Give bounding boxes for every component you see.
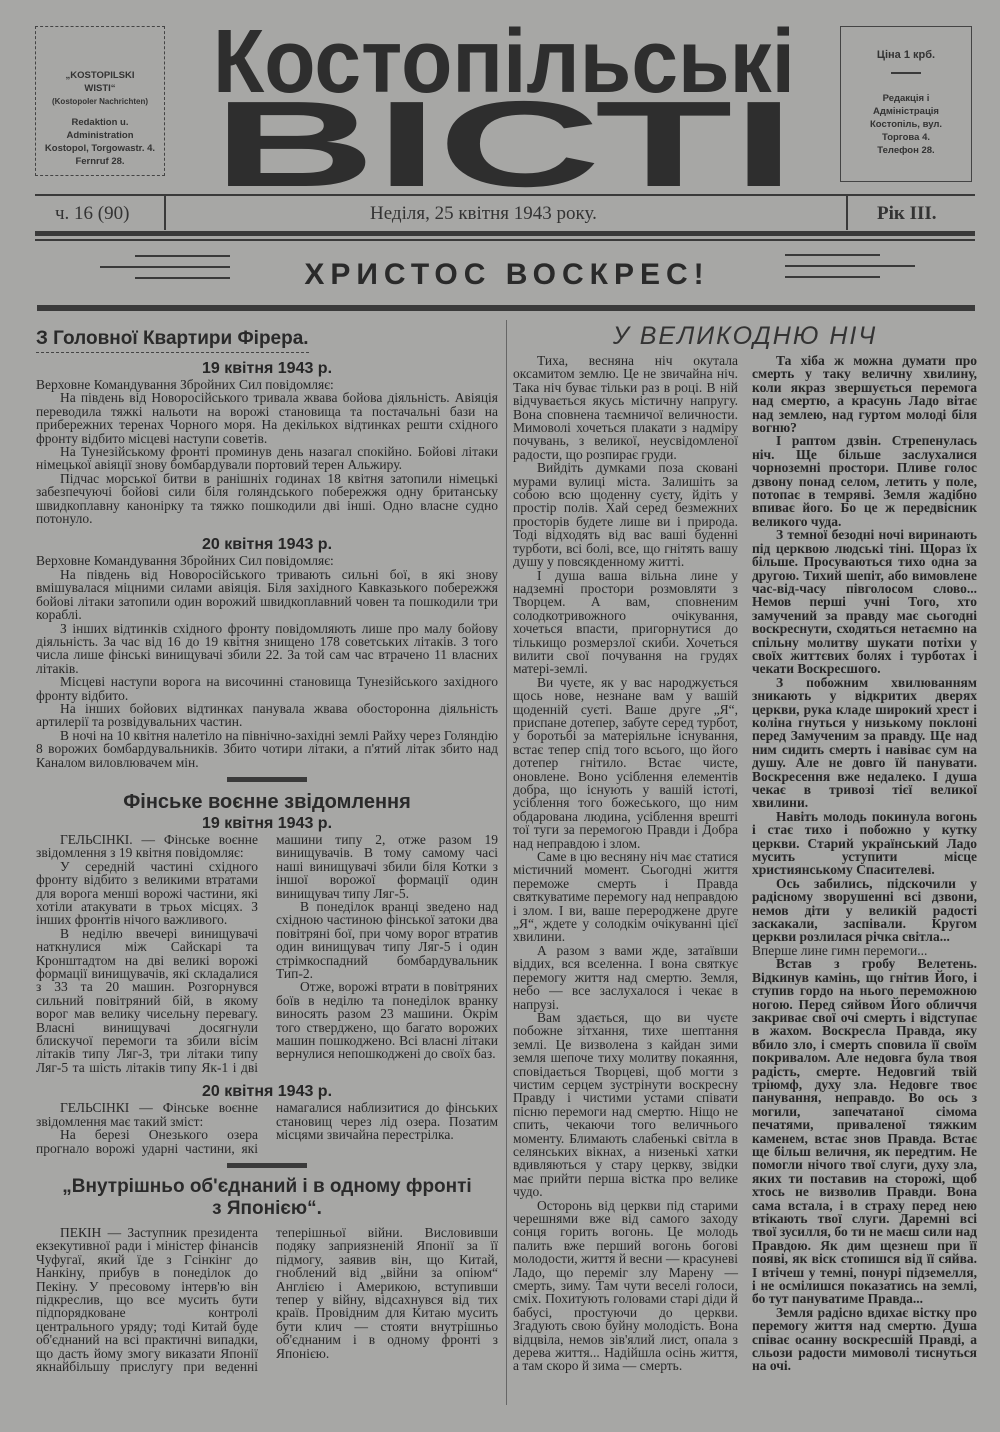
- article-title: „Внутрішньо об'єднаний і в одному фронті з Японією“.: [62, 1175, 472, 1219]
- top-rule: [35, 194, 975, 196]
- paragraph: Осторонь від церкви під старими черешнями вже від самого заходу сонця горить вогонь. Це молодь палить вже перший вогонь богові молодости, життя й весни — красуневі Ладо, що переміг злу Марену — смерть, зиму. Там чути веселі голоси, сміх. Похитують головами старі діди й бабусі, простуючи до церкви. Згадують свою буйну молодість. Вона відцвіла, немов зів'ялий лист, опала з дерева життя... Надійшла осінь життя, а там скоро й зима — смерть.: [513, 1197, 738, 1374]
- date-heading: 20 квітня 1943 р.: [201, 536, 333, 554]
- paragraph: Ви чуєте, як у вас народжується щось нове, незнане вам у вашій щоденній суєті. Ваше друге „Я“, приспане дотепер, забуте серед турбот, у боротьбі за матеріяльне існування, встає тепер спід того всього, що його дотепер гнітило. Встає чисте, оновлене. Воно усіблення елементів добра, що існують у вашій істоті, усіблення того божеського, що ним обдарована людина, усіблення врешті тої туги за перемогою Правди і Добра над неправдою і злом.: [513, 674, 738, 851]
- paragraph: ГЕЛЬСІНКІ — Фінське воєнне звідомлення має такий зміст:: [36, 1100, 258, 1129]
- issue-divider-left: [164, 196, 166, 230]
- paragraph: Саме в цю весняну ніч має статися містичний момент. Сьогодні життя переможе смерть і Правда святкуватиме перемогу над неправдою і злом. І ви, ваше перероджене друге „Я“, ждете у солодкім очікуванні цієї хвилини.: [513, 849, 738, 945]
- paragraph: Та хіба ж можна думати про смерть у таку величну хвилину, коли якраз звершується перемога над смертю, а красунь Ладо вітає над землею, над гуртом молоді біля вогню?: [752, 353, 977, 436]
- banner-ornament-left: [135, 277, 230, 279]
- double-rule: [35, 231, 975, 236]
- paragraph: Тиха, весняна ніч окутала оксамитом землю. Це не звичайна ніч. Така ніч буває тільки раз в році. В ній відчувається якусь містичну напругу. Вона сповнена таємничої величности. Мимоволі хочеться плакати з надміру почувань, з великої, неусвідомленої радости, що розпирає груди.: [513, 353, 738, 462]
- paragraph: Верховне Командування Збройних Сил повідомляє:: [36, 553, 334, 569]
- office-label: Редакція і Адміністрація: [873, 93, 939, 117]
- paragraph: В ночі на 10 квітня налетіло на північно-західні землі Райху через Голяндію 8 ворожих бомбардувальників. Збито чотири літаки, а п'ятий літак збито над Каналом виловлювачем мін.: [36, 727, 498, 770]
- divider: [891, 72, 921, 74]
- date-heading: 19 квітня 1943 р.: [201, 814, 333, 832]
- banner-ornament-left: [135, 255, 230, 257]
- column-separator: [506, 320, 507, 1405]
- paragraph: З темної безодні ночі виринають під церквою людські тіні. Щораз їх більше. Просуваються тихо одна за другою. Тихий шепіт, або вимовлене час-від-часу півголосом слово... Немов перші учні Того, хто замучений за правду має сьогодні воскреснути, сходяться нетаємно на спільну молитву шукати потіхи у своїх життєвих болях і турботах і чекати Воскресшого.: [752, 527, 977, 677]
- article-body: [36, 1101, 498, 1155]
- title-line-1: Костопільські: [213, 12, 795, 112]
- paragraph: В неділю ввечері винищувачі наткнулися між Сайскарі та Кронштадтом на дві великі ворожі формації винищувачів, які складалися з 33 та 20 машин. Розгорнувся сильний повітряний бій, в якому ворог мав велику чисельну перевагу. Власні винищувачі досягнули блискучої перемоги та збили вісім літаків типу Ляг-3, три літаки типу Ляг-5 та шість літаків типу Як-1 і дві машини типу 2, отже разом 19 винищувачів. В тому самому часі наші винищувачі збили біля Котки з іншої ворожої формації один винищувач типу Ляг-5.: [36, 831, 498, 1075]
- date-heading: 19 квітня 1943 р.: [201, 360, 333, 377]
- banner-ornament-right: [785, 254, 880, 256]
- issue-number: ч. 16 (90): [55, 203, 130, 224]
- article-easter-night-title: У ВЕЛИКОДНЮ НІЧ: [612, 322, 878, 350]
- phone: Телефон 28.: [877, 145, 935, 156]
- title-line-2: ВІСТІ: [213, 76, 795, 190]
- article-body: [36, 1226, 498, 1373]
- article-body: [36, 554, 498, 769]
- paragraph: З побожним хвилюванням зникають у відкритих дверях церкви, рука кладе широкий хрест і коліна гнуться у низькому поклоні перед Замученим за правду. Ще над ним сидить смерть і навіває сум на душу. Але не довго їй панувати. Воскресення вже недалеко. І душа чекає в тривозі тієї великої хвилини.: [752, 674, 977, 811]
- paragraph: Місцеві наступи ворога на височинні становища Тунезійського західного фронту відбито.: [36, 674, 498, 703]
- article-title: З Головної Квартири Фірера.: [36, 326, 309, 353]
- banner-ornament-right: [785, 276, 880, 278]
- easter-banner: ХРИСТОС ВОСКРЕС!: [304, 258, 710, 291]
- article-body: [36, 833, 498, 1074]
- paragraph: І душа ваша вільна лине у надземні простори розмовляти з Творцем. А вам, сповненим солодкотривожного очікування, хочеться впасти, пригорнутися до тількищо розмерзлої скиби. Хочеться вилити свої почування на грудях матері-землі.: [513, 567, 738, 677]
- section-divider: [227, 1163, 307, 1168]
- paragraph: І раптом дзвін. Стрепенулась ніч. Ще більше заслухалися чорноземні простори. Пливе голос дзвону понад селом, летить у поле, потопає в темряві. Земля жадібно впиває його. Бо це ж передвісник великого чуда.: [752, 433, 977, 529]
- paragraph: У середній частині східного фронту відбито з великими втратами для ворога менші ворожі частини, які хотіли атакувати в трьох місцях. З інших фронтів нічого важливого.: [36, 858, 258, 928]
- banner-ornament-right: [785, 265, 915, 267]
- latin-title: „KOSTOPILSKI WISTI“: [65, 70, 135, 94]
- article-finnish: [36, 790, 498, 1155]
- paragraph: ПЕКІН — Заступник президента екзекутивної ради і міністер фінансів Чуфугаї, який їде з Гсінкінг до Нанкіну, прибув в понеділок до Пекіну. У пресовому інтерв'ю він підкреслив, що все мусить бути підпорядковане контролі центрального уряду; тоді Китай буде об'єднаний на всі практичні випадки, що дасть йому змогу виказати Японії якнайбільшу прислугу при веденні теперішньої війни. Висловивши подяку заприязненій Японії за її підмогу, заявив він, що Китай, гноблений від „війни за опіюм“ Англією і Америкою, вступивши тепер у війну, відсахнувся від тих країв. Провідним для Китаю мусить бути клич — стояти внутрішньо об'єднаним і в одному фронті з Японією.: [36, 1224, 498, 1374]
- newspaper-title: [205, 10, 805, 190]
- paragraph: Вам здається, що ви чуєте побожне зітхання, тихе шептання землі. Це визволена з кайдан зими земля шепоче тиху молитву покаяння, сповідається Творцеві, щоб могти з чистим серцем зустрінути воскресну Правду і чистими устами співати пісню перемоги над смертю. Ніщо не спить, чекаючи того величнього моменту. Блимають слабенькі світла в селянських вікнах, а низенькі хатки вдивляються у стару церкву, звідки має прийти перша вістка про велике чудо.: [513, 1009, 738, 1200]
- masthead-left-box: [35, 26, 165, 176]
- masthead-right-box: [840, 26, 972, 182]
- article-fuehrer-hq: [36, 326, 498, 769]
- date-heading: 20 квітня 1943 р.: [201, 1083, 333, 1101]
- paragraph: ГЕЛЬСІНКІ. — Фінське воєнне звідомлення з 19 квітня повідомляє:: [36, 831, 258, 861]
- german-subtitle: (Kostopoler Nachrichten): [51, 97, 148, 106]
- paragraph: На березі Онезького озера прогнало ворожі ударні частини, які намагалися наблизитися до фінських становищ через лід озера. Позатим місцями звичайна перестрілка.: [36, 1100, 498, 1156]
- article-easter-night-body: [513, 354, 977, 1373]
- paragraph: Вперше лине гимн перемоги...: [752, 942, 928, 958]
- paragraph: На південь від Новоросійського тривала жвава бойова діяльність. Авіяція переводила тяжкі нальоти на ворожі становища та постачальні бази на прибережних теренах Чорного моря. На декількох відтинках решти східного фронту відбито місцеві наступи советів.: [36, 390, 498, 446]
- paragraph: Отже, ворожі втрати в повітряних боїв в неділю та понеділок вранку виносять разом 23 машини. Окрім того стверджено, що багато ворожих машин пошкоджено. Всі власні літаки вернулися непошкоджені до своїх баз.: [276, 979, 498, 1062]
- paragraph: На Тунезійському фронті проминув день назагал спокійно. Бойові літаки німецької авіяції знову бомбардували портовий терен Альжиру.: [36, 444, 498, 473]
- paragraph: Підчас морської битви в ранішніх годинах 18 квітня затопили німецькі забезпечуючі бойові сили біля голяндського побережжя одну британську швидкоплавну канонірку та тяжко пошкодили дві інші. Одно власне судно потонуло.: [36, 470, 498, 527]
- paragraph: Навіть молодь покинула вогонь і стає тихо і побожно у кутку церкви. Старий український Ладо мусить уступити місце християнському Спасителеві.: [752, 808, 977, 878]
- address: Kostopol, Torgowastr. 4.: [44, 143, 156, 154]
- article-body: [36, 378, 498, 525]
- issue-divider-right: [846, 196, 848, 230]
- paragraph: Вийдіть думками поза сковані мурами вулиці міста. Залишіть за собою всю щоденну суєту, йдіть у простір полів. Хай серед безмежних просторів будете лише ви і природа. Тоді відходять від вас ваші буденні турботи, всі болі, все, що гнітять вашу душу у повсякденному житті.: [513, 460, 738, 570]
- banner-bottom-rule: [37, 305, 975, 311]
- paragraph: Встав з гробу Велетень. Відкинув камінь, що гнітив Його, і ступив гордо на нього переможною ногою. Перед сяйвом Його обличчя закриває свої очі смерть і відступає в жахом. Воскресла Правда, яку вбило зло, і смерть сповила її своїм покривалом. Але недовга була твоя радість, смерте. Недовгий твій тріюмф, духу зла. Недовге твоє панування, неправдо. Во ось з могили, запечатаної сімома печатями, приваленої тяжким каменем, встає знов Правда. Встає ще більш величня, як передтим. Не помогли нічого твої слуги, духу зла, яких ти поставив на сторожі, щоб хтось не визволив Правди. Вона сама встала, і в страху перед нею втікають твої слуги. Даремні всі твої зусилля, бо ти не маєш сили над Правдою. Як дим щезнеш при її появі, як віск стопишся від її сяйва. І втічеш у темні, понурі підземелля, і не осмілишся показатись на землі, бо тут пануватиме Правда...: [752, 956, 977, 1307]
- issue-date: Неділя, 25 квітня 1943 року.: [370, 203, 597, 224]
- paragraph: Земля радісно вдихає вістку про перемогу життя над смертю. Душа співає осанну воскресшій Правді, а сльози радости мимоволі тиснуться на очі.: [752, 1304, 977, 1374]
- section-divider: [227, 777, 307, 782]
- phone: Fernruf 28.: [75, 156, 125, 167]
- address: Костопіль, вул. Торгова 4.: [869, 119, 943, 143]
- paragraph: В понеділок вранці зведено над східною частиною фінської затоки два повітряні бої, при чому ворог втратив один винищувач типу Ляг-5 і один стрімкоспадний бомбардувальник Тип-2.: [276, 899, 498, 982]
- paragraph: На південь від Новоросійського тривають сильні бої, в які знову вмішувалася міцними силами авіяція. Біля західного Кавказького побережжя бойові літаки затопили один ворожий швидкоплавний човен та пошкодили три кораблі.: [36, 566, 498, 623]
- paragraph: На інших бойових відтинках панувала жвава обосторонна діяльність артилерії та розвідувальних частин.: [36, 700, 498, 730]
- issue-year: Рік III.: [877, 203, 937, 224]
- article-japan: [36, 1176, 498, 1373]
- article-title: Фінське воєнне звідомлення: [123, 790, 411, 813]
- paragraph: Верховне Командування Збройних Сил повідомляє:: [36, 377, 334, 392]
- double-rule-thin: [35, 239, 975, 241]
- price: Ціна 1 крб.: [876, 49, 936, 61]
- paragraph: А разом з вами жде, затаївши віддих, вся вселенна. І вона святкує перемогу життя над смертю. Земля, небо — все заслухалося і чекає в напрузі.: [513, 942, 738, 1012]
- paragraph: Ось забились, підскочили у радісному зворушенні всі дзвони, немов діти у великій радості заскакали, заспівали. Кругом церкви розлилася річка світла...: [752, 875, 977, 945]
- office-label: Redaktion u. Administration: [66, 117, 134, 141]
- paragraph: З інших відтинків східного фронту повідомляють лише про малу бойову діяльність. За час від 16 до 19 квітня знищено 178 советських літаків. З того числа лише фінські винищувачі збили 22. За той сам час втрачено 11 власних літаків.: [36, 620, 498, 676]
- banner-ornament-left: [100, 266, 230, 268]
- left-column: [36, 326, 498, 1373]
